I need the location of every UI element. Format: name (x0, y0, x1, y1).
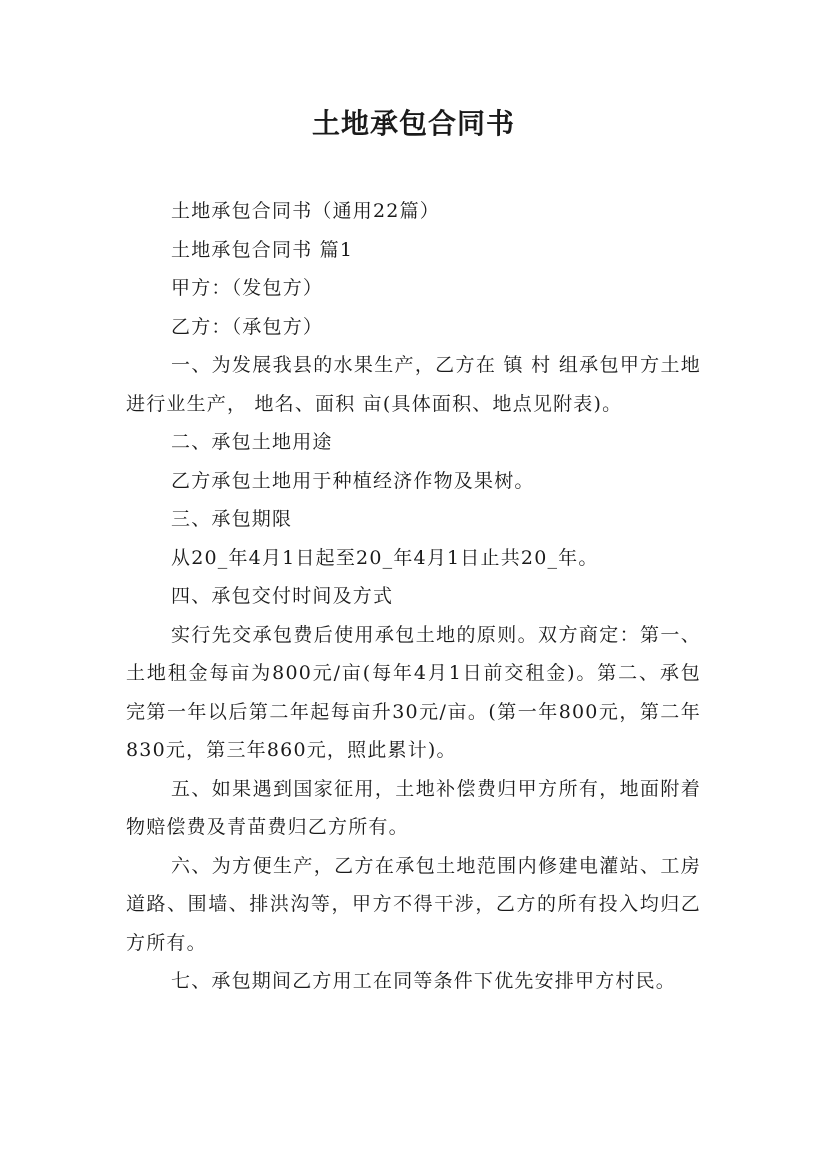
paragraph-subtitle: 土地承包合同书（通用22篇） (171, 200, 440, 222)
paragraph-clause-7: 七、承包期间乙方用工在同等条件下优先安排甲方村民。 (171, 970, 677, 992)
paragraph-clause-4-heading: 四、承包交付时间及方式 (171, 585, 394, 607)
paragraph-clause-2-body: 乙方承包土地用于种植经济作物及果树。 (171, 469, 535, 492)
paragraph-section-heading: 土地承包合同书 篇1 (171, 238, 354, 261)
paragraph-clause-3-heading: 三、承包期限 (171, 508, 293, 530)
paragraph-clause-6: 六、为方便生产，乙方在承包土地范围内修建电灌站、工房道路、围墙、排洪沟等，甲方不得干涉，乙方的所有投入均归乙方所有。 (126, 854, 701, 954)
paragraph-party-a: 甲方：（发包方） (171, 277, 324, 299)
document-body (126, 192, 701, 1001)
paragraph-clause-3-body: 从20_年4月1日起至20_年4月1日止共20_年。 (171, 546, 599, 569)
paragraph-clause-4-body: 实行先交承包费后使用承包土地的原则。双方商定：第一、土地租金每亩为800元/亩(每年4月1日前交租金)。第二、承包完第一年以后第二年起每亩升30元/亩。(第一年800元，第二年830元，第三年860元，照此累计)。 (126, 623, 701, 761)
document-title: 土地承包合同书 (311, 107, 515, 140)
paragraph-party-b: 乙方：（承包方） (171, 315, 324, 338)
paragraph-clause-2-heading: 二、承包土地用途 (171, 431, 333, 453)
paragraph-clause-1: 一、为发展我县的水果生产，乙方在 镇 村 组承包甲方土地进行业生产， 地名、面积 亩(具体面积、地点见附表)。 (126, 354, 701, 415)
paragraph-clause-5: 五、如果遇到国家征用，土地补偿费归甲方所有，地面附着物赔偿费及青苗费归乙方所有。 (126, 777, 701, 838)
